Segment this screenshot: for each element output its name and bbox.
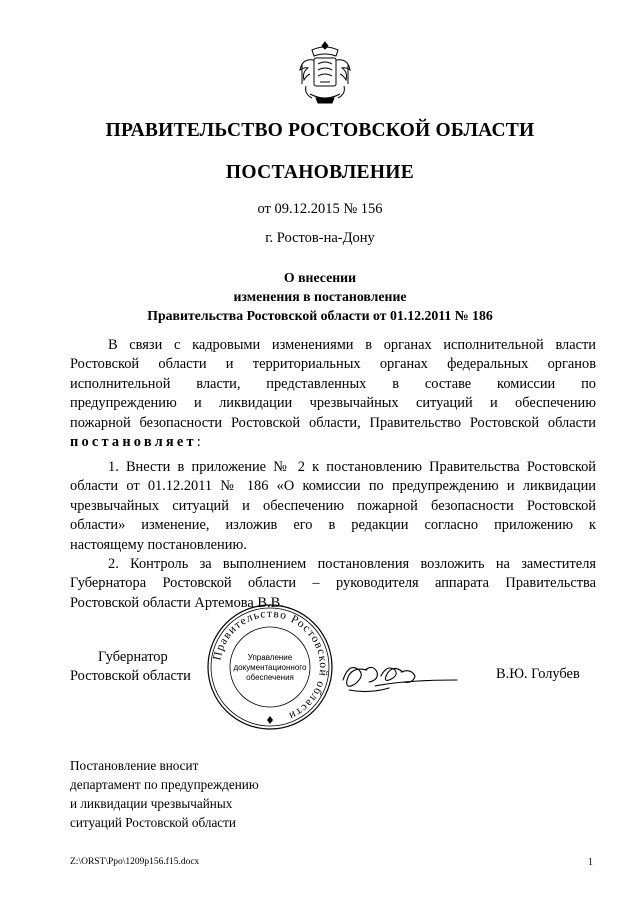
seal-ring-text: Правительство Ростовской области — [211, 607, 330, 723]
date-number: от 09.12.2015 № 156 — [257, 201, 383, 217]
item-1-paragraph — [70, 458, 596, 555]
text-line: пожарной безопасности Ростовской области, Правительство Ростовской области — [70, 414, 596, 431]
signatory-name: В.Ю. Голубев — [496, 666, 580, 682]
text-line: настоящему постановлению. — [70, 536, 247, 553]
text-line: Ростовской области Артемова В.В. — [70, 594, 284, 611]
subject-line: О внесении — [283, 270, 357, 285]
seal-center-line: обеспечения — [246, 673, 294, 682]
document-subject — [0, 268, 640, 325]
text-line: исполнительной власти, представленных в составе комиссии по — [70, 375, 596, 392]
text-line: Ростовской области и территориальных органах федеральных органов — [70, 356, 596, 373]
decree-word: постановляет — [70, 434, 197, 451]
decree-colon: : — [196, 434, 201, 451]
subject-line: изменения в постановление — [233, 289, 407, 304]
document-type-title: ПОСТАНОВЛЕНИЕ — [225, 162, 415, 183]
note-line: Постановление вносит — [70, 758, 199, 773]
text-line: В связи с кадровыми изменениями в органах исполнительной власти — [108, 337, 596, 353]
signatory-title-line: Ростовской области — [70, 668, 191, 685]
text-line: 2. Контроль за выполнением постановления возложить на заместителя — [108, 556, 596, 572]
organization-title: ПРАВИТЕЛЬСТВО РОСТОВСКОЙ ОБЛАСТИ — [105, 120, 535, 141]
note-line: департамент по предупреждению — [70, 777, 259, 792]
text-line: Губернатора Ростовской области – руководителя аппарата Правительства — [70, 575, 596, 592]
page-number: 1 — [588, 857, 593, 868]
submitted-by-note — [70, 756, 259, 832]
coat-of-arms-icon — [292, 38, 358, 108]
signatory-title-line: Губернатор — [98, 649, 168, 665]
file-path: Z:\ORST\Ppo\1209p156.f15.docx — [70, 857, 200, 867]
text-line: области от 01.12.2011 № 186 «О комиссии по предупреждению и ликвидации — [70, 478, 596, 495]
signatory-title — [70, 648, 191, 687]
text-line: чрезвычайных ситуаций и обеспечению пожарной безопасности Ростовской — [70, 497, 596, 514]
handwritten-signature-icon — [335, 650, 485, 700]
subject-line: Правительства Ростовской области от 01.12.2011 № 186 — [147, 308, 493, 323]
note-line: ситуаций Ростовской области — [70, 815, 236, 830]
text-line: 1. Внести в приложение № 2 к постановлению Правительства Ростовской — [108, 459, 596, 475]
seal-center-line: документационного — [233, 663, 307, 672]
city: г. Ростов-на-Дону — [265, 230, 375, 246]
text-line: области» изменение, изложив его в редакции согласно приложению к — [70, 517, 596, 534]
note-line: и ликвидации чрезвычайных — [70, 796, 233, 811]
official-seal-icon — [205, 602, 335, 732]
decree-line — [70, 433, 596, 452]
preamble-paragraph — [70, 336, 596, 452]
seal-center-line: Управление — [247, 653, 293, 662]
text-line: предупреждению и ликвидации чрезвычайных ситуаций и обеспечению — [70, 395, 596, 412]
